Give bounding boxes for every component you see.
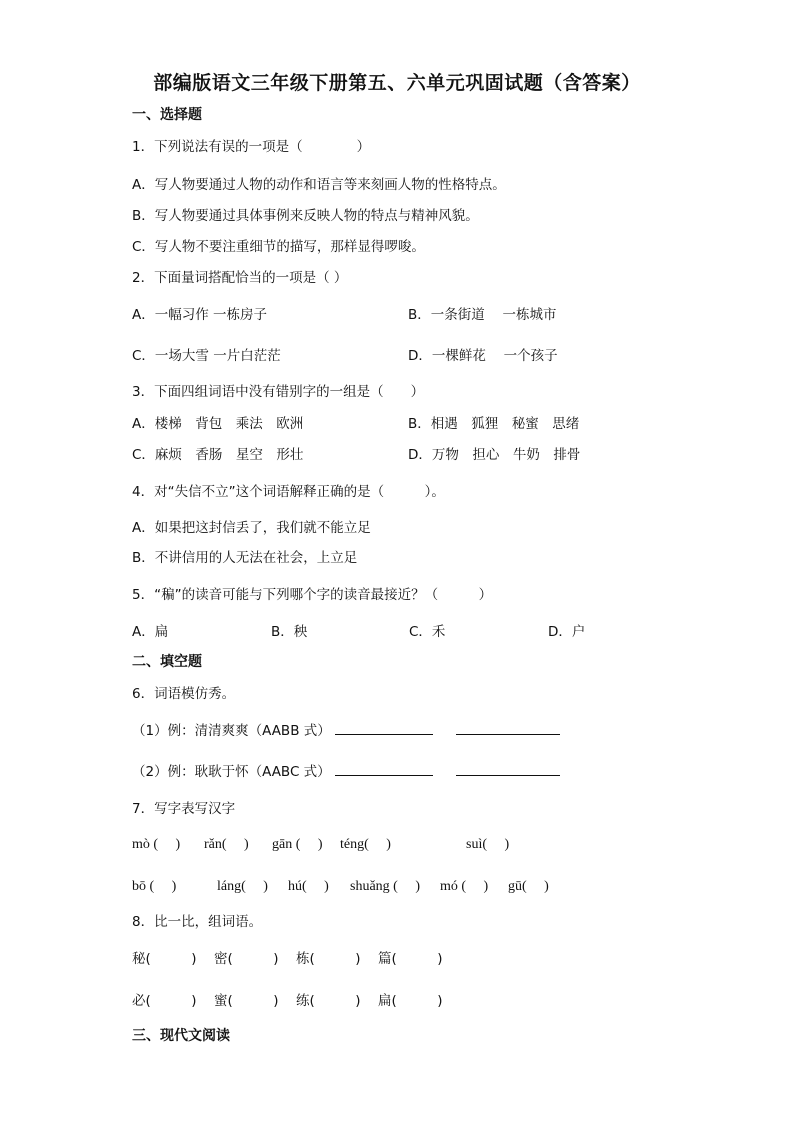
question-4-stem: 4．对“失信不立”这个词语解释正确的是（ ）。 bbox=[132, 484, 445, 500]
section-heading-fill: 二、填空题 bbox=[132, 654, 202, 670]
question-3-option-a: A．楼梯 背包 乘法 欧洲 bbox=[132, 416, 304, 432]
answer-blank[interactable] bbox=[335, 722, 433, 735]
question-3-option-b: B．相遇 狐狸 秘蜜 思绪 bbox=[408, 416, 580, 432]
question-1-option-b: B．写人物要通过具体事例来反映人物的特点与精神风貌。 bbox=[132, 208, 479, 224]
question-3-stem: 3．下面四组词语中没有错别字的一组是（ ） bbox=[132, 384, 425, 400]
pinyin-item[interactable]: téng( ) bbox=[340, 837, 391, 852]
page-title: 部编版语文三年级下册第五、六单元巩固试题（含答案） bbox=[153, 72, 641, 94]
pinyin-item[interactable]: shuǎng ( ) bbox=[350, 879, 420, 894]
compare-item[interactable]: 蜜( ) bbox=[214, 993, 279, 1009]
question-2-option-a: A．一幅习作 一栋房子 bbox=[132, 307, 268, 323]
question-2-option-c: C．一场大雪 一片白茫茫 bbox=[132, 348, 281, 364]
pinyin-item[interactable]: mò ( ) bbox=[132, 837, 181, 852]
compare-item[interactable]: 练( ) bbox=[296, 993, 361, 1009]
pinyin-item[interactable]: suì( ) bbox=[466, 837, 510, 852]
question-6-example-1: （1）例：清清爽爽（AABB 式） bbox=[132, 723, 331, 739]
question-5-option-b: B．秧 bbox=[271, 624, 308, 640]
question-3-option-d: D．万物 担心 牛奶 排骨 bbox=[408, 447, 581, 463]
question-5-option-d: D．户 bbox=[548, 624, 586, 640]
section-heading-reading: 三、现代文阅读 bbox=[132, 1028, 230, 1044]
question-2-stem: 2．下面量词搭配恰当的一项是（ ） bbox=[132, 270, 348, 286]
pinyin-item[interactable]: gān ( ) bbox=[272, 837, 323, 852]
question-7-stem: 7．写字表写汉字 bbox=[132, 801, 236, 817]
compare-item[interactable]: 栋( ) bbox=[296, 951, 361, 967]
question-5-stem: 5．“稨”的读音可能与下列哪个字的读音最接近？（ ） bbox=[132, 587, 493, 603]
pinyin-item[interactable]: láng( ) bbox=[217, 879, 268, 894]
compare-item[interactable]: 秘( ) bbox=[132, 951, 197, 967]
question-6-line-1 bbox=[132, 719, 560, 739]
question-5-option-a: A．扁 bbox=[132, 624, 169, 640]
question-1-option-c: C．写人物不要注重细节的描写，那样显得啰唆。 bbox=[132, 239, 425, 255]
question-4-option-b: B．不讲信用的人无法在社会，上立足 bbox=[132, 550, 358, 566]
pinyin-item[interactable]: rǎn( ) bbox=[204, 837, 249, 852]
question-6-stem: 6．词语模仿秀。 bbox=[132, 686, 236, 702]
compare-item[interactable]: 必( ) bbox=[132, 993, 197, 1009]
pinyin-item[interactable]: mó ( ) bbox=[440, 879, 489, 894]
question-6-example-2: （2）例：耿耿于怀（AABC 式） bbox=[132, 764, 331, 780]
pinyin-item[interactable]: hú( ) bbox=[288, 879, 329, 894]
question-3-option-c: C．麻烦 香肠 星空 形壮 bbox=[132, 447, 304, 463]
question-5-option-c: C．禾 bbox=[409, 624, 446, 640]
question-4-option-a: A．如果把这封信丢了，我们就不能立足 bbox=[132, 520, 371, 536]
compare-item[interactable]: 篇( ) bbox=[378, 951, 443, 967]
answer-blank[interactable] bbox=[456, 722, 560, 735]
pinyin-item[interactable]: bō ( ) bbox=[132, 879, 177, 894]
pinyin-item[interactable]: gū( ) bbox=[508, 879, 549, 894]
compare-item[interactable]: 扁( ) bbox=[378, 993, 443, 1009]
question-2-option-b: B．一条街道 一栋城市 bbox=[408, 307, 557, 323]
answer-blank[interactable] bbox=[335, 763, 433, 776]
section-heading-choice: 一、选择题 bbox=[132, 107, 202, 123]
compare-item[interactable]: 密( ) bbox=[214, 951, 279, 967]
question-1-option-a: A．写人物要通过人物的动作和语言等来刻画人物的性格特点。 bbox=[132, 177, 506, 193]
question-8-stem: 8．比一比，组词语。 bbox=[132, 914, 263, 930]
question-6-line-2 bbox=[132, 760, 560, 780]
question-1-stem: 1．下列说法有误的一项是（ ） bbox=[132, 139, 371, 155]
question-2-option-d: D．一棵鲜花 一个孩子 bbox=[408, 348, 558, 364]
answer-blank[interactable] bbox=[456, 763, 560, 776]
